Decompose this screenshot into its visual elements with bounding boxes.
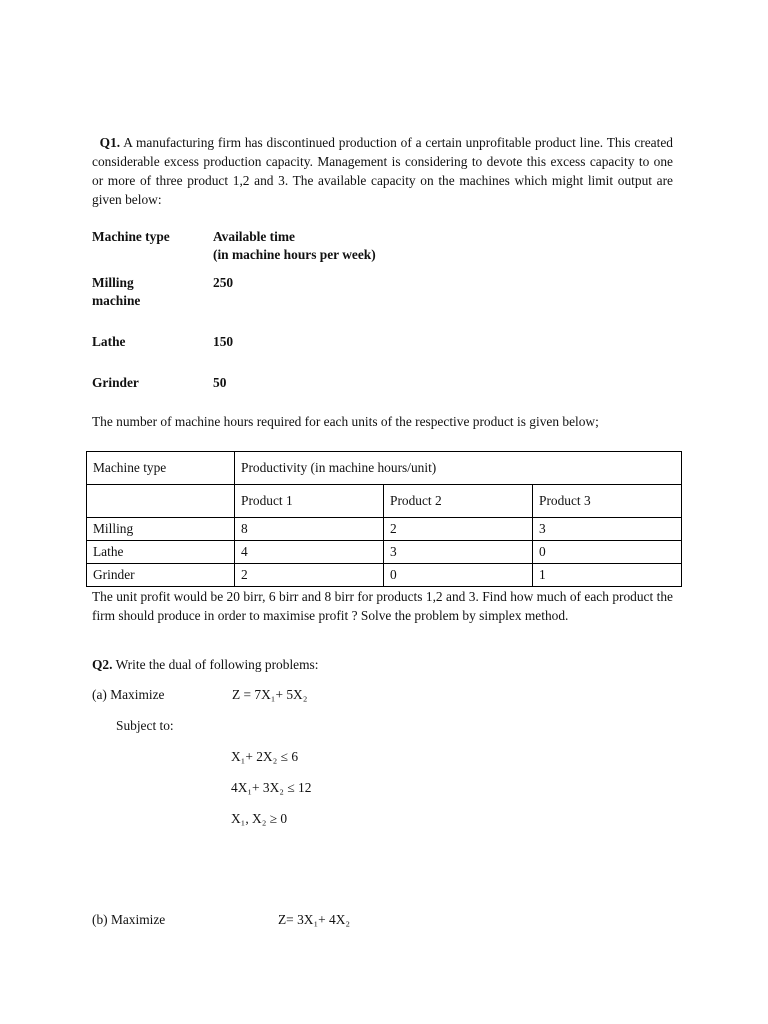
part-a-label: (a) Maximize	[92, 687, 165, 702]
table-row	[87, 564, 682, 587]
q2-label: Q2.	[92, 657, 113, 672]
part-b-objective: Z= 3X₁+ 4X₂	[278, 912, 351, 927]
q1-intro-text: A manufacturing firm has discontinued production of a certain unprofitable product line. This created considerable excess production capacity. Management is considering to devote this excess capacity to one or more of three product 1,2 and 3. The available capacity on the machines which might limit output are given below:	[92, 135, 673, 207]
table-header-row	[87, 452, 682, 485]
table-header-machine: Machine type	[87, 452, 235, 485]
capacity-header-time: Available time	[213, 229, 295, 244]
table-cell: 3	[533, 518, 682, 541]
table-product-header: Product 1	[235, 485, 384, 518]
capacity-header-unit: (in machine hours per week)	[213, 247, 376, 262]
q1-intro-paragraph	[92, 133, 673, 209]
capacity-row-machine: Grinder	[92, 375, 139, 390]
capacity-row-hours: 250	[213, 275, 234, 290]
capacity-row-hours: 50	[213, 375, 227, 390]
table-cell: 2	[235, 564, 384, 587]
q2-prompt: Write the dual of following problems:	[115, 657, 319, 672]
table-cell: 8	[235, 518, 384, 541]
table-cell: 0	[533, 541, 682, 564]
table-empty-cell	[87, 485, 235, 518]
table-cell-machine: Grinder	[87, 564, 235, 587]
part-a-nonnegativity: X₁, X₂ ≥ 0	[231, 811, 288, 826]
capacity-row-machine-cont: machine	[92, 293, 141, 308]
table-cell-machine: Milling	[87, 518, 235, 541]
productivity-table	[86, 451, 682, 587]
part-a-objective: Z = 7X₁+ 5X₂	[232, 687, 308, 702]
part-a-constraint: X₁+ 2X₂ ≤ 6	[231, 749, 299, 764]
capacity-row-machine: Lathe	[92, 334, 126, 349]
table-intro-paragraph: The number of machine hours required for each units of the respective product is given below;	[92, 414, 599, 429]
part-a-constraint: 4X₁+ 3X₂ ≤ 12	[231, 780, 312, 795]
table-row	[87, 518, 682, 541]
table-cell: 1	[533, 564, 682, 587]
table-row	[87, 541, 682, 564]
q2-line	[92, 656, 318, 674]
table-cell: 3	[384, 541, 533, 564]
capacity-row-machine: Milling	[92, 275, 134, 290]
table-cell-machine: Lathe	[87, 541, 235, 564]
table-header-productivity: Productivity (in machine hours/unit)	[235, 452, 682, 485]
table-cell: 2	[384, 518, 533, 541]
table-product-row	[87, 485, 682, 518]
table-cell: 4	[235, 541, 384, 564]
table-product-header: Product 2	[384, 485, 533, 518]
part-a-subject-to: Subject to:	[116, 718, 174, 733]
q1-label: Q1.	[99, 135, 121, 150]
capacity-header-machine: Machine type	[92, 229, 170, 244]
part-b-label: (b) Maximize	[92, 912, 166, 927]
table-cell: 0	[384, 564, 533, 587]
capacity-row-hours: 150	[213, 334, 234, 349]
q1-closing-paragraph: The unit profit would be 20 birr, 6 birr and 8 birr for products 1,2 and 3. Find how much of each product the firm should produce in order to maximise profit ? Solve the problem by simplex method.	[92, 589, 673, 623]
table-product-header: Product 3	[533, 485, 682, 518]
